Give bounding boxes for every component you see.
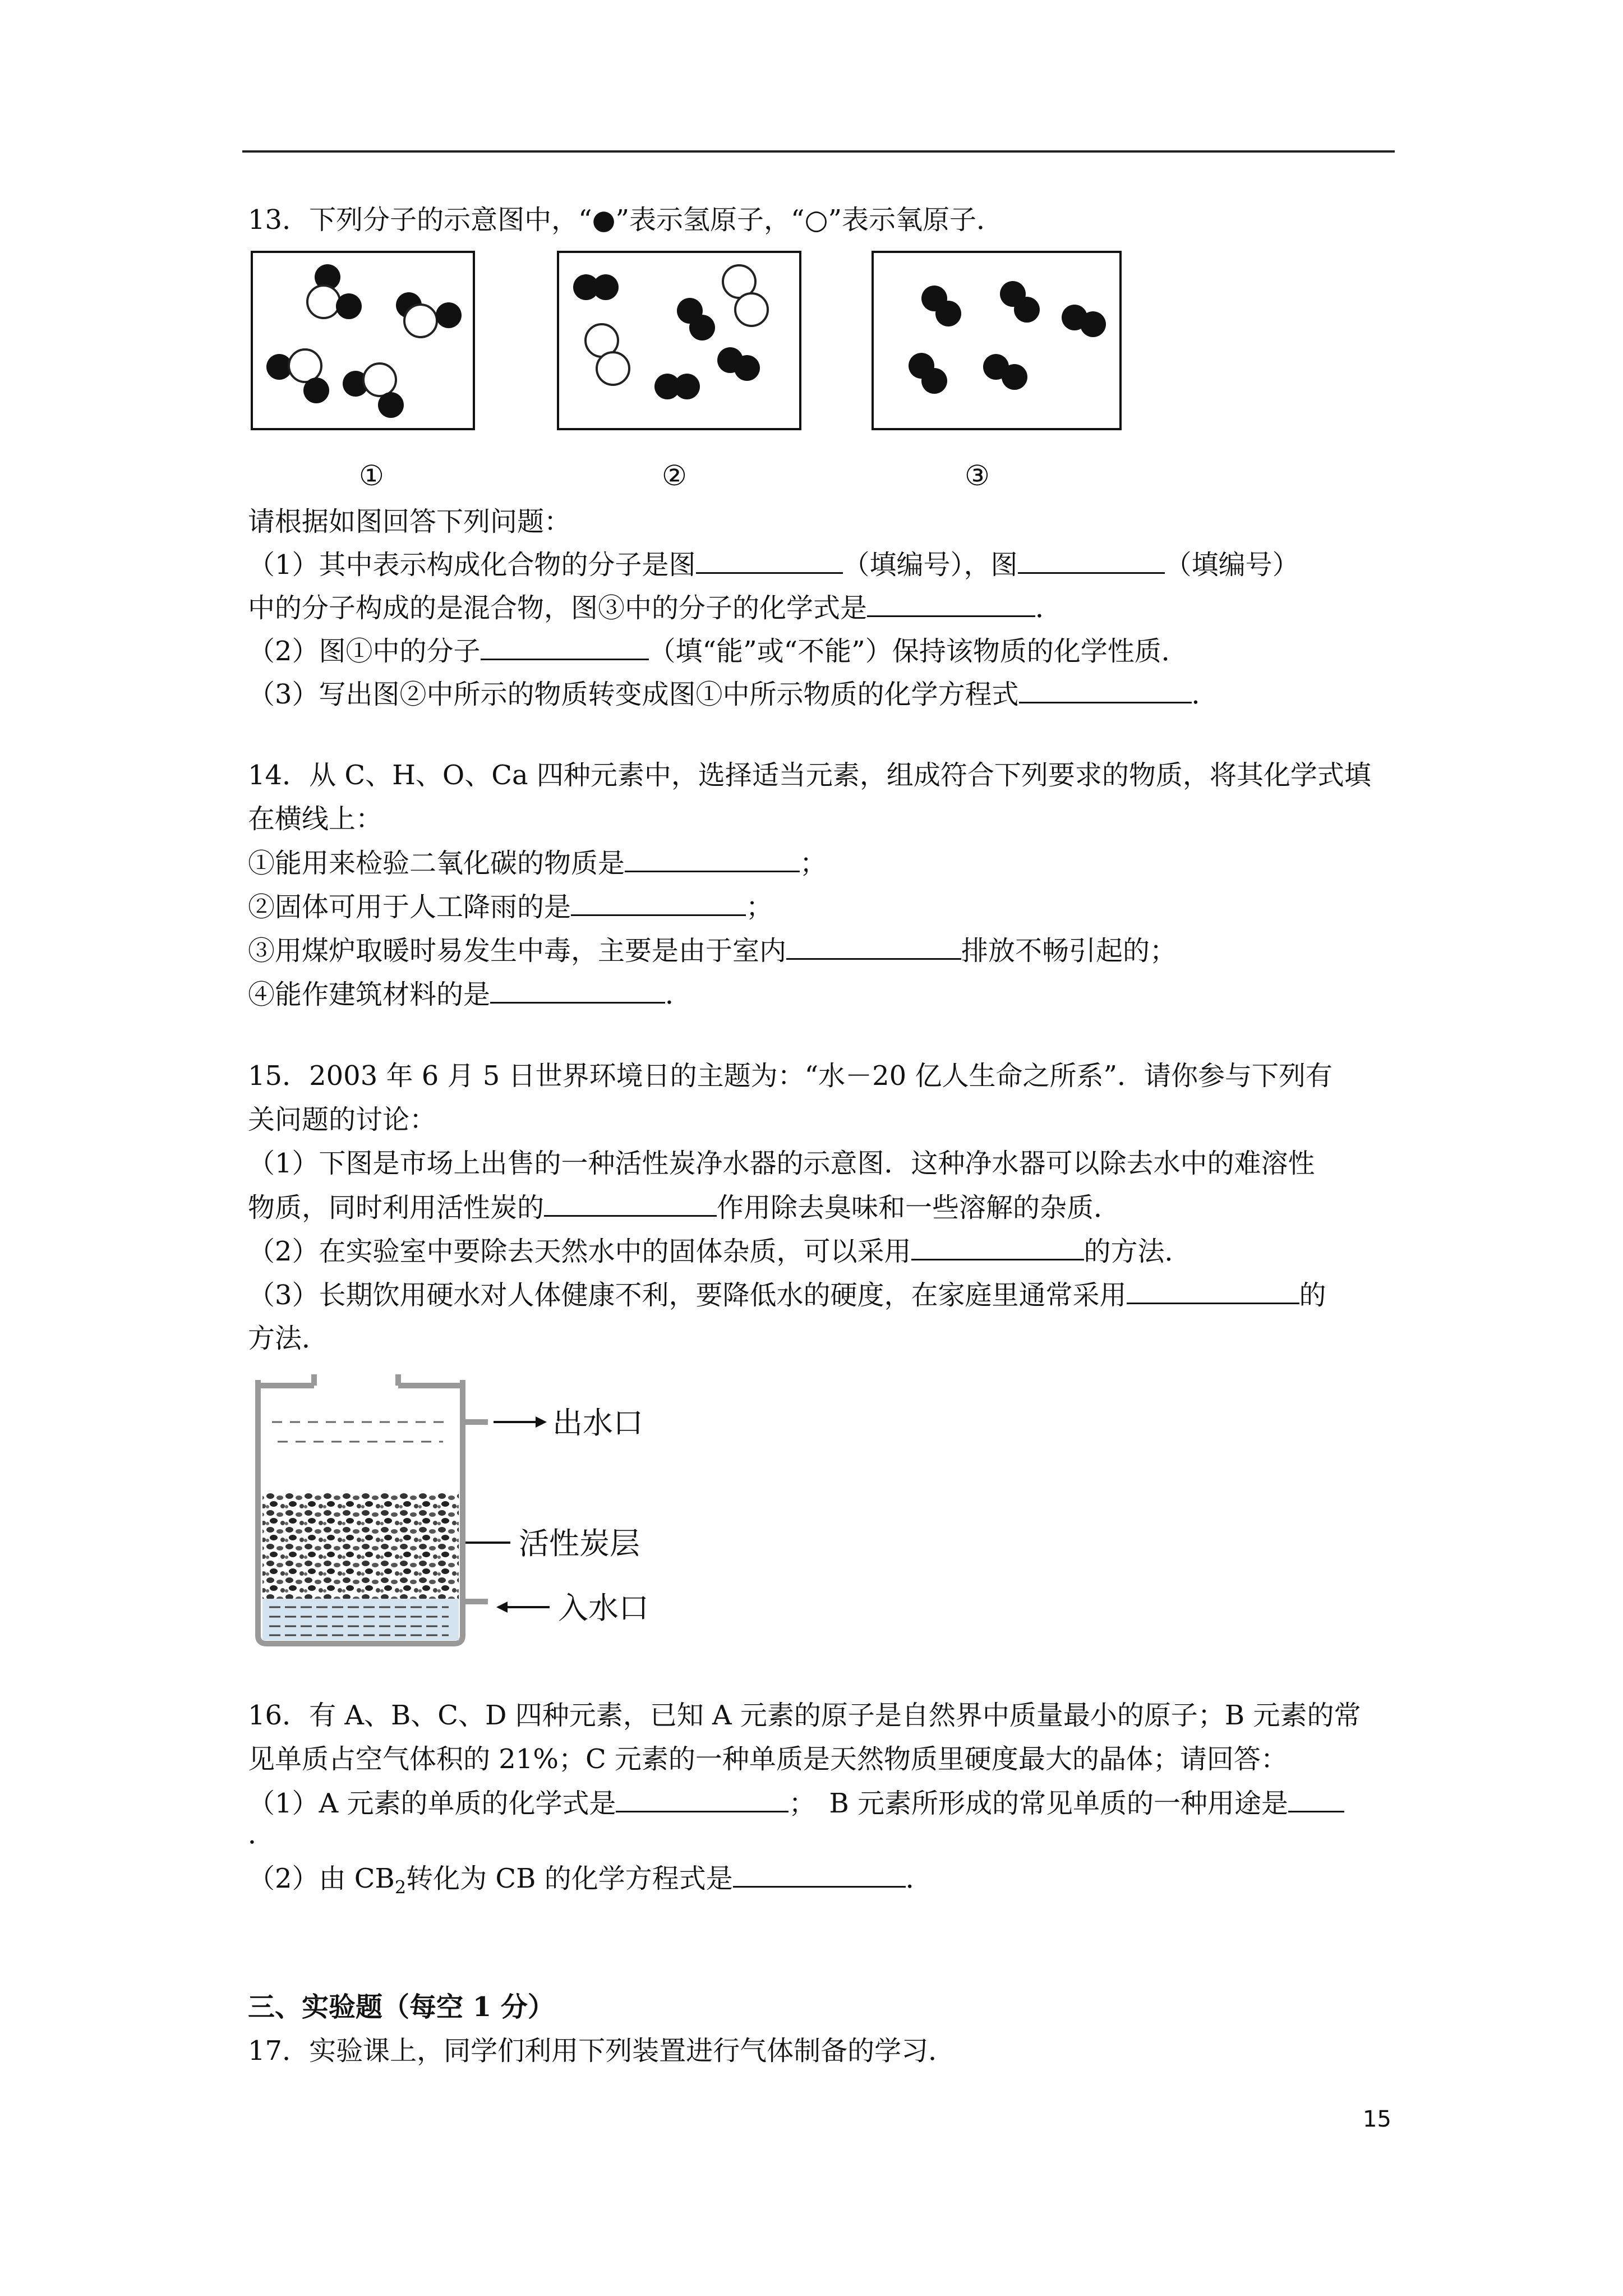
- oxygen-atom-icon: [306, 284, 341, 319]
- carbon-layer-label: 活性炭层: [519, 1526, 640, 1561]
- text: ； B 元素所形成的常见单质的一种用途是: [789, 1788, 1289, 1819]
- q16-title-line1: 16．有 A、B、C、D 四种元素，已知 A 元素的原子是自然界中质量最小的原子；B 元素的常: [248, 1700, 1361, 1731]
- q13-part2: [248, 634, 1188, 668]
- header-rule: [242, 150, 1395, 153]
- q13-part3: [248, 677, 1219, 711]
- text: 转化为 CB 的化学方程式是: [406, 1863, 733, 1894]
- q15-title-line2: 关问题的讨论：: [248, 1104, 437, 1135]
- text: （1）其中表示构成化合物的分子是图: [248, 549, 696, 581]
- page-number: 15: [1363, 2106, 1391, 2132]
- molecule-figure-1: [251, 251, 475, 430]
- text: ．: [905, 1863, 933, 1894]
- q16-part2: [248, 1861, 933, 1904]
- q16-part1: [248, 1786, 1344, 1820]
- hydrogen-atom-icon: [935, 301, 961, 326]
- hydrogen-atom-icon: [303, 378, 329, 403]
- answer-blank[interactable]: [733, 1861, 906, 1888]
- q14-item2: [248, 890, 773, 924]
- hydrogen-atom-icon: [689, 315, 715, 341]
- answer-blank[interactable]: [786, 933, 961, 960]
- answer-blank[interactable]: [490, 977, 665, 1004]
- hydrogen-atom-icon: [436, 302, 462, 328]
- text: （3）长期饮用硬水对人体健康不利，要降低水的硬度，在家庭里通常采用: [248, 1280, 1127, 1311]
- q13-part1a: [248, 547, 1299, 582]
- text: 物质，同时利用活性炭的: [248, 1192, 545, 1223]
- outlet-label: 出水口: [552, 1405, 643, 1441]
- q15-part3: [248, 1278, 1326, 1312]
- answer-blank[interactable]: [544, 1190, 717, 1217]
- hydrogen-atom-icon: [921, 368, 947, 394]
- answer-blank[interactable]: [911, 1234, 1084, 1260]
- water-layer: [262, 1599, 459, 1640]
- inlet-label: 入水口: [558, 1590, 649, 1626]
- text: （3）写出图②中所示的物质转变成图①中所示物质的化学方程式: [248, 679, 1019, 710]
- answer-blank[interactable]: [1019, 677, 1192, 703]
- q15-part3-cont: 方法．: [248, 1323, 329, 1354]
- text: （2）由 CB: [248, 1863, 395, 1894]
- oxygen-atom-icon: [596, 351, 630, 386]
- q15-part1a: （1）下图是市场上出售的一种活性炭净水器的示意图．这种净水器可以除去水中的难溶性: [248, 1148, 1315, 1179]
- text: 排放不畅引起的；: [961, 935, 1177, 967]
- hydrogen-atom-icon: [1014, 297, 1040, 323]
- answer-blank[interactable]: [867, 591, 1035, 617]
- text: ；: [800, 848, 827, 879]
- text: 中的分子构成的是混合物，图③中的分子的化学式是: [248, 592, 868, 624]
- text: ．: [1035, 592, 1063, 624]
- molecule-figure-2: [557, 251, 801, 430]
- text: ①能用来检验二氧化碳的物质是: [248, 848, 625, 879]
- q15-part1b: [248, 1190, 1121, 1225]
- answer-blank[interactable]: [625, 846, 800, 872]
- figure-label-3: ③: [965, 459, 990, 492]
- answer-blank[interactable]: [481, 634, 649, 660]
- section-heading: 三、实验题（每空 1 分）: [248, 1991, 555, 2023]
- activated-carbon-layer: [262, 1492, 459, 1599]
- text: 作用除去臭味和一些溶解的杂质．: [717, 1192, 1121, 1223]
- text: 的: [1299, 1280, 1326, 1311]
- hydrogen-atom-icon: [593, 274, 619, 300]
- hydrogen-atom-icon: [378, 392, 404, 418]
- answer-blank[interactable]: [571, 890, 746, 916]
- text: （填编号）: [1164, 549, 1299, 581]
- q13-title: 13．下列分子的示意图中，“●”表示氢原子，“○”表示氧原子．: [248, 204, 1004, 236]
- text: （2）在实验室中要除去天然水中的固体杂质，可以采用: [248, 1236, 911, 1267]
- hydrogen-atom-icon: [734, 355, 760, 381]
- q13-part1b: [248, 591, 1062, 625]
- hydrogen-atom-icon: [336, 293, 362, 319]
- text: （填编号），图: [842, 549, 1018, 581]
- q14-item4: [248, 977, 692, 1011]
- text: ；: [746, 891, 773, 923]
- q17-title: 17．实验课上，同学们利用下列装置进行气体制备的学习．: [248, 2035, 956, 2067]
- text: （1）A 元素的单质的化学式是: [248, 1788, 616, 1819]
- water-purifier-diagram: [247, 1374, 707, 1649]
- text: 的方法．: [1083, 1236, 1192, 1267]
- oxygen-atom-icon: [734, 292, 769, 327]
- answer-blank[interactable]: [1127, 1278, 1299, 1304]
- figure-label-1: ①: [359, 459, 384, 492]
- text: ④能作建筑材料的是: [248, 979, 491, 1010]
- q13-intro: 请根据如图回答下列问题：: [248, 506, 571, 537]
- text: （填“能”或“不能”）保持该物质的化学性质．: [648, 636, 1188, 667]
- hydrogen-atom-icon: [674, 374, 700, 399]
- q14-item3: [248, 933, 1177, 968]
- q14-title-line2: 在横线上：: [248, 803, 383, 835]
- answer-blank[interactable]: [616, 1786, 789, 1812]
- q14-item1: [248, 846, 827, 880]
- q16-title-line2: 见单质占空气体积的 21%；C 元素的一种单质是天然物质里硬度最大的晶体；请回答：: [248, 1743, 1288, 1775]
- text: ．: [665, 979, 693, 1010]
- hydrogen-atom-icon: [1002, 364, 1027, 390]
- text: ．: [1191, 679, 1219, 710]
- answer-blank[interactable]: [1018, 547, 1165, 574]
- subscript: 2: [394, 1876, 407, 1898]
- answer-blank[interactable]: [1288, 1786, 1344, 1812]
- text: ③用煤炉取暖时易发生中毒，主要是由于室内: [248, 935, 787, 967]
- q14-title-line1: 14．从 C、H、O、Ca 四种元素中，选择适当元素，组成符合下列要求的物质，将其化学式填: [248, 760, 1371, 791]
- molecule-figure-3: [872, 251, 1122, 430]
- text: ②固体可用于人工降雨的是: [248, 891, 571, 923]
- q15-title-line1: 15．2003 年 6 月 5 日世界环境日的主题为：“水－20 亿人生命之所系”．请你参与下列有: [248, 1060, 1333, 1092]
- text: （2）图①中的分子: [248, 636, 481, 667]
- q16-part1-dot: ．: [248, 1819, 275, 1850]
- answer-blank[interactable]: [696, 547, 843, 574]
- hydrogen-atom-icon: [1080, 311, 1106, 337]
- figure-label-2: ②: [662, 459, 687, 492]
- oxygen-atom-icon: [403, 303, 438, 338]
- q15-part2: [248, 1234, 1192, 1268]
